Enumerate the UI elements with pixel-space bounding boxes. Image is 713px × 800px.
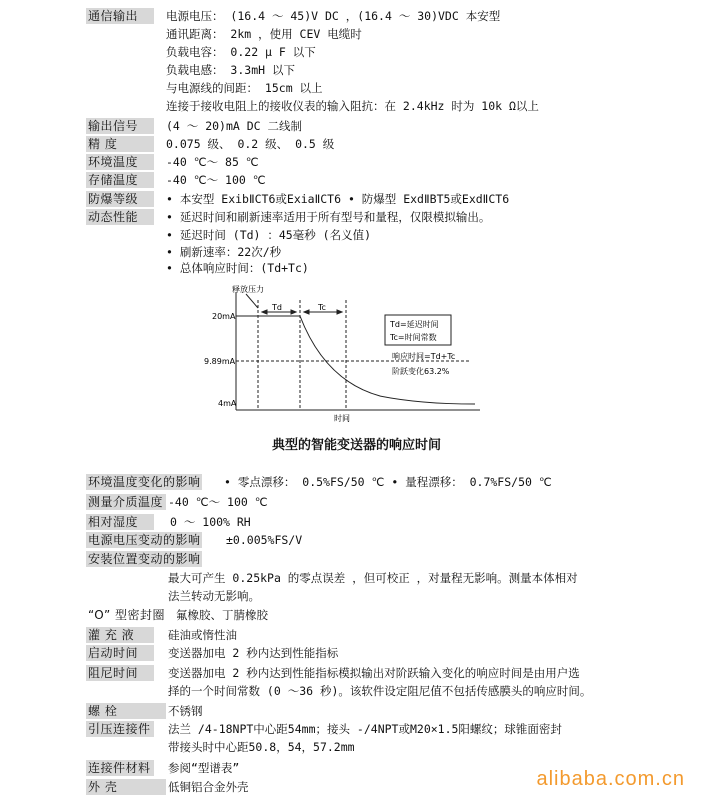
y-tick-20ma: 20mA [212, 312, 236, 321]
spec-value: 连接于接收电阻上的接收仪表的输入阻抗：在 2.4kHz 时为 10k Ω以上 [166, 99, 539, 113]
spec-value: 带接头时中心距50.8，54，57.2mm [168, 740, 355, 754]
spec-label: 存储温度 [86, 172, 154, 188]
y-tick-4ma: 4mA [218, 399, 237, 408]
spec-label: 环境温度变化的影响 [88, 475, 201, 489]
spec-value: 硅油或惰性油 [168, 628, 237, 642]
spec-value: 变送器加电 2 秒内达到性能指标模拟输出对阶跃输入变化的响应时间是由用户选 [168, 666, 580, 680]
spec-value: • 延迟时间和刷新速率适用于所有型号和量程，仅限模拟输出。 [166, 210, 491, 224]
spec-label: 螺 栓 [86, 703, 166, 719]
spec-value: 氟橡胶、丁腈橡胶 [176, 608, 268, 622]
spec-value: 不锈钢 [168, 704, 203, 718]
y-tick-989ma: 9.89mA [204, 357, 236, 366]
spec-label: 测量介质温度 [86, 494, 166, 510]
spec-value: 低铜铝合金外壳 [168, 780, 249, 794]
spec-label: 灌 充 液 [86, 627, 154, 643]
spec-value: 负载电感： 3.3mH 以下 [166, 63, 295, 77]
spec-value: • 本安型 ExibⅡCT6或ExiaⅡCT6 • 防爆型 ExdⅡBT5或ExdⅡCT6 [166, 192, 510, 206]
spec-label: 启动时间 [86, 645, 154, 661]
chart-title: 典型的智能变送器的响应时间 [271, 438, 441, 453]
spec-value: 与电源线的间距： 15cm 以上 [166, 81, 323, 95]
spec-value: 电源电压： (16.4 ～ 45)V DC ，(16.4 ～ 30)VDC 本安型 [166, 9, 501, 23]
spec-value: ±0.005%FS/V [226, 533, 303, 547]
spec-label: 精 度 [86, 136, 154, 152]
spec-label: 外 壳 [86, 779, 166, 795]
spec-value: 变送器加电 2 秒内达到性能指标 [168, 646, 339, 660]
spec-value: 法兰 /4-18NPT中心距54mm；接头 -/4NPT或M20×1.5阳螺纹；球锥面密封 [168, 722, 562, 736]
spec-value: (4 ～ 20)mA DC 二线制 [166, 119, 303, 133]
spec-value: -40 ℃～ 100 ℃ [166, 173, 266, 187]
spec-value: 通讯距离： 2km ，使用 CEV 电缆时 [166, 27, 362, 41]
legend-tc: Tc=时间常数 [390, 333, 437, 342]
step-change-label: 阶跃变化63.2% [392, 367, 450, 376]
pressure-label: 释放压力 [232, 285, 264, 294]
legend-td: Td=延迟时间 [390, 320, 439, 329]
spec-value: -40 ℃～ 100 ℃ [168, 495, 268, 509]
spec-value: 0 ～ 100% RH [170, 515, 251, 529]
spec-label: 环境温度 [86, 154, 154, 170]
spec-label: 防爆等级 [86, 191, 154, 207]
spec-label: 相对湿度 [86, 514, 154, 530]
spec-value: • 刷新速率：22次/秒 [166, 245, 282, 259]
spec-value: 负载电容： 0.22 μ F 以下 [166, 45, 316, 59]
spec-label: “O” 型密封圈 [88, 608, 166, 622]
spec-label: 安装位置变动的影响 [88, 552, 201, 566]
spec-value: -40 ℃～ 85 ℃ [166, 155, 259, 169]
spec-label: 输出信号 [86, 118, 154, 134]
spec-value: 最大可产生 0.25kPa 的零点误差 ，但可校正 ，对量程无影响。测量本体相对 [168, 571, 578, 585]
spec-value: 参阅“型谱表” [168, 761, 240, 775]
spec-value: 0.075 级、 0.2 级、 0.5 级 [166, 137, 335, 151]
spec-value: • 延迟时间 (Td) ：45毫秒 (名义值) [166, 228, 372, 242]
watermark: alibaba.com.cn [536, 768, 685, 790]
spec-value: 法兰转动无影响。 [168, 589, 260, 603]
spec-label: 通信输出 [86, 8, 154, 24]
spec-value: • 零点漂移： 0.5%FS/50 ℃ • 量程漂移： 0.7%FS/50 ℃ [224, 475, 552, 489]
td-label: Td [272, 303, 282, 312]
spec-value: 择的一个时间常数 (0 ～36 秒)。该软件设定阻尼值不包括传感膜头的响应时间。 [168, 684, 592, 698]
spec-label: 阻尼时间 [86, 665, 154, 681]
x-axis-label: 时间 [334, 414, 350, 423]
spec-label: 动态性能 [86, 209, 154, 225]
spec-label: 连接件材料 [86, 760, 154, 776]
tc-label: Tc [318, 303, 326, 312]
spec-label: 电源电压变动的影响 [88, 533, 201, 547]
response-formula: 响应时间=Td+Tc [392, 352, 456, 361]
spec-label: 引压连接件 [86, 721, 154, 737]
spec-value: • 总体响应时间：(Td+Tc) [166, 261, 309, 275]
